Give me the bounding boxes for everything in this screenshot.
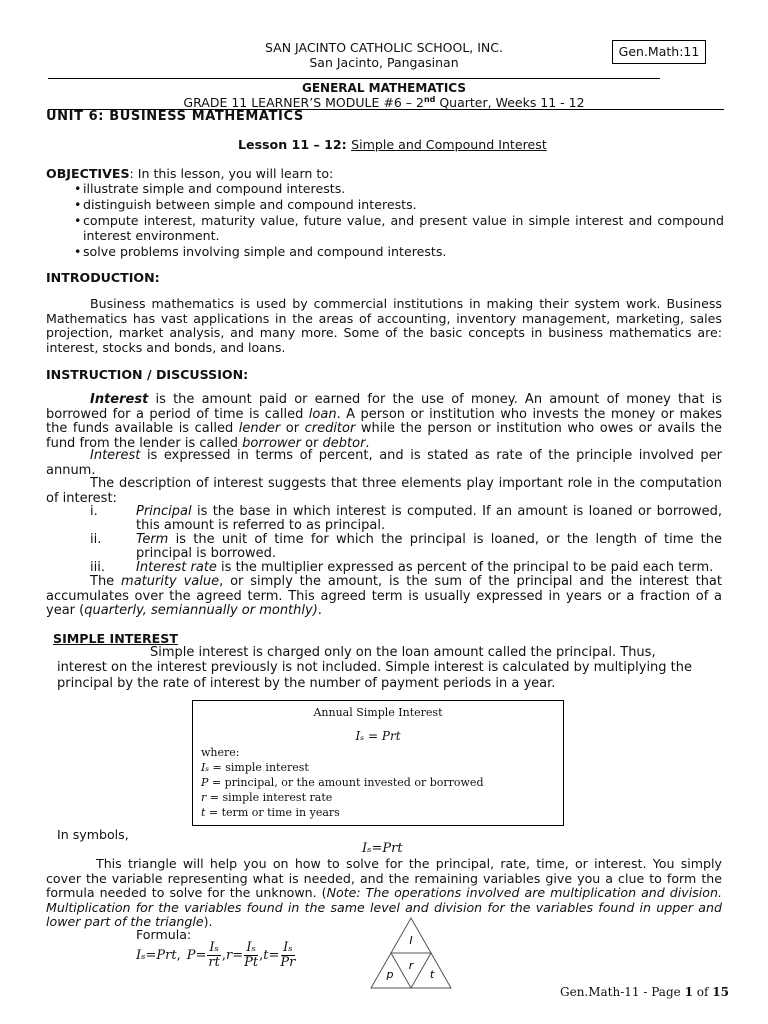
term-maturity-value: maturity value [121,574,220,589]
element-text [136,561,722,575]
interest-rate-paragraph [46,449,722,478]
text: is the multiplier expressed as percent of the principal to be paid each term. [216,560,714,575]
objective-item [74,244,724,259]
module-sup: nd [423,95,436,104]
term: Principal [136,504,192,519]
page-footer [560,985,729,999]
def-row [201,775,483,790]
text: . [365,435,370,451]
text: or [280,421,305,436]
unit-title: UNIT 6: BUSINESS MATHEMATICS [46,109,304,124]
note-text: The operations involved are multiplication and division. Multiplication for the variables found in the same level and division for the variables found in upper and lower part of the triangle [46,885,722,929]
in-symbols-label: In symbols, [57,827,129,842]
module-suffix: Quarter, Weeks 11 - 12 [435,95,585,111]
formula-time-lhs: t= [263,947,280,963]
def-symbol: r [201,791,207,804]
triangle-label-time: t [429,968,435,981]
element-num: ii. [90,532,102,547]
def-row [201,805,483,820]
discussion-heading: INSTRUCTION / DISCUSSION: [46,367,249,382]
separator: , [259,947,264,963]
element-num: iii. [90,560,105,575]
footer-of: of [696,985,709,999]
term-interest: Interest [90,392,149,407]
derived-formulas [136,938,296,972]
element-num: i. [90,504,98,519]
simple-interest-line3: principal by the rate of interest by the number of payment periods in a year. [57,676,556,691]
fraction-rate [244,941,258,970]
element-text [136,533,722,561]
header-rule [48,78,660,79]
simple-interest-heading: SIMPLE INTEREST [53,631,178,646]
interest-definition [46,393,722,451]
def-symbol: t [201,806,206,819]
formula-label: Formula: [136,927,192,942]
text: is the unit of time for which the principal is loaned, or the length of time the principal is borrowed. [136,532,722,561]
term-debtor: debtor [322,435,366,451]
objective-text: illustrate simple and compound interests. [83,181,346,196]
text: while the person or institution who owes or avails the fund from the lender is called [46,421,722,451]
def-symbol: Iₛ [201,761,210,774]
numerator: Iₛ [246,939,256,955]
school-location: San Jacinto, Pangasinan [309,55,459,70]
text: . A person or institution who invests the money or makes the funds available is called [46,406,723,436]
objectives-text: : In this lesson, you will learn to: [129,166,334,181]
text: is the amount paid or earned for the use of money. An amount of money that is borrowed for a period of time is called [46,392,722,422]
separator: , [176,947,181,963]
text: or [300,435,323,451]
subject-title: GENERAL MATHEMATICS [302,81,466,95]
term: Term [136,532,169,547]
introduction-text: Business mathematics is used by commercial institutions in making their system work. Business Mathematics has vast applications in the areas of accounting, inventory management, marketing, sales projection, market analysis, and many more. Some of the basic concepts in business mathematics are: interest, stocks and bonds, and loans. [46,296,722,355]
def-row [201,760,483,775]
objective-item [74,181,724,196]
course-code-box: Gen.Math:11 [612,40,706,64]
denominator: Pt [244,954,259,970]
objective-text: solve problems involving simple and compound interests. [83,244,447,259]
footer-page-word: Page [651,985,681,999]
def-symbol: P [201,776,209,789]
denominator: Pr [280,954,296,970]
where-label: where: [201,746,240,759]
def-row [201,790,483,805]
text: . [317,603,322,618]
formula-principal-lhs: P= [186,947,207,963]
elements-intro: The description of interest suggests that three elements play important role in the computation of interest: [46,476,722,506]
module-prefix: GRADE 11 LEARNER’S MODULE #6 – 2 [183,95,424,111]
term-interest: Interest [90,448,141,463]
footer-page-number: 1 [684,985,693,999]
in-symbols-formula: Iₛ=Prt [362,841,403,856]
term: Interest rate [136,560,217,575]
introduction-heading: INTRODUCTION: [46,270,160,285]
denominator: rt [208,954,220,970]
lesson-prefix: Lesson 11 – 12: [238,137,352,152]
box-title: Annual Simple Interest [313,706,443,719]
fraction-principal [207,941,221,970]
objectives-intro [46,166,333,181]
text: This triangle will help you on how to solve for the principal, rate, time, or interest. You simply cover the variable representing what is needed, and the remaining variables give you a clue to form the formula needed to solve for the unknown. ( [46,856,722,900]
triangle-label-interest: I [409,934,413,947]
element-text [136,505,722,533]
fraction-time [280,941,295,970]
box-formula: Iₛ = Prt [355,729,401,743]
triangle-label-rate: r [408,959,414,972]
term-creditor: creditor [304,421,356,436]
def-text: = principal, or the amount invested or borrowed [208,776,484,789]
objective-item [74,197,724,212]
term-borrower: borrower [242,435,301,451]
objectives-list [74,181,724,259]
def-text: = simple interest [209,761,309,774]
objective-item [74,213,724,243]
note-label: Note: [326,885,361,900]
annual-simple-interest-box [192,700,564,826]
objectives-label: OBJECTIVES [46,166,130,181]
def-text: = simple interest rate [206,791,333,804]
lesson-title [238,137,547,152]
formula-rate-lhs: r= [226,947,244,963]
triangle-label-principal: p [386,968,394,981]
numerator: Iₛ [209,939,219,955]
interest-triangle-diagram [368,916,454,990]
footer-course: Gen.Math-11 - [560,985,648,999]
box-definitions [201,745,483,820]
def-text: = term or time in years [205,806,340,819]
term-periods: quarterly, semiannually or monthly) [84,603,318,618]
footer-page-total: 15 [712,985,729,999]
formula-interest: Iₛ=Prt [136,947,177,963]
module-line [0,95,768,110]
objective-text: compute interest, maturity value, future value, and present value in simple interest and compound interest environment. [83,213,724,243]
term-loan: loan [308,406,337,422]
simple-interest-line2: interest on the interest previously is not included. Simple interest is calculated by multiplying the [57,660,693,675]
simple-interest-line1: Simple interest is charged only on the loan amount called the principal. Thus, [150,645,656,660]
text: is expressed in terms of percent, and is stated as rate of the principle involved per annum. [46,448,722,478]
school-name: SAN JACINTO CATHOLIC SCHOOL, INC. [265,40,503,55]
text: The [90,574,122,589]
term-lender: lender [238,421,281,436]
lesson-name: Simple and Compound Interest [351,137,547,152]
separator: , [221,947,227,963]
maturity-value-paragraph [46,575,722,619]
objective-text: distinguish between simple and compound interests. [83,197,417,212]
text: is the base in which interest is computed. If an amount is loaned or borrowed, this amount is referred to as principal. [136,504,722,533]
numerator: Iₛ [283,939,293,955]
text: ). [203,914,213,929]
text: , or simply the amount, is the sum of the principal and the interest that accumulates over the agreed term. This agreed term is usually expressed in years or a fraction of a year ( [46,574,722,618]
